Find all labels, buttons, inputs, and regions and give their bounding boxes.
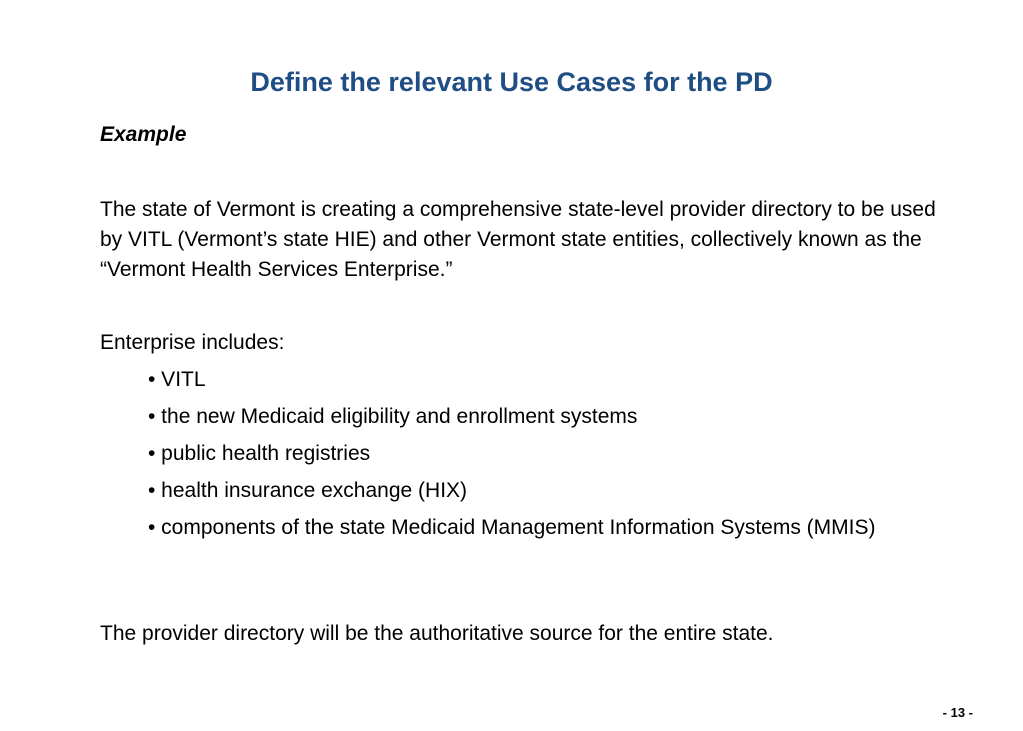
closing-paragraph: The provider directory will be the authoritative source for the entire state. xyxy=(100,622,774,645)
list-item: • health insurance exchange (HIX) xyxy=(148,479,468,502)
intro-paragraph: The state of Vermont is creating a comprehensive state-level provider directory to be used by VITL (Vermont’s state HIE) and other Vermont state entities, collectively known as the “Vermont Health Services Enterprise.” xyxy=(100,198,936,281)
list-item: • the new Medicaid eligibility and enrollment systems xyxy=(148,405,638,428)
list-item: • components of the state Medicaid Management Information Systems (MMIS) xyxy=(148,516,876,539)
slide-title: Define the relevant Use Cases for the PD xyxy=(250,67,773,97)
enterprise-list xyxy=(148,365,948,550)
example-subheading: Example xyxy=(100,123,187,146)
list-item: • public health registries xyxy=(148,442,371,465)
page-number: - 13 - xyxy=(942,705,973,720)
list-item: • VITL xyxy=(148,368,206,391)
enterprise-heading: Enterprise includes: xyxy=(100,331,285,354)
